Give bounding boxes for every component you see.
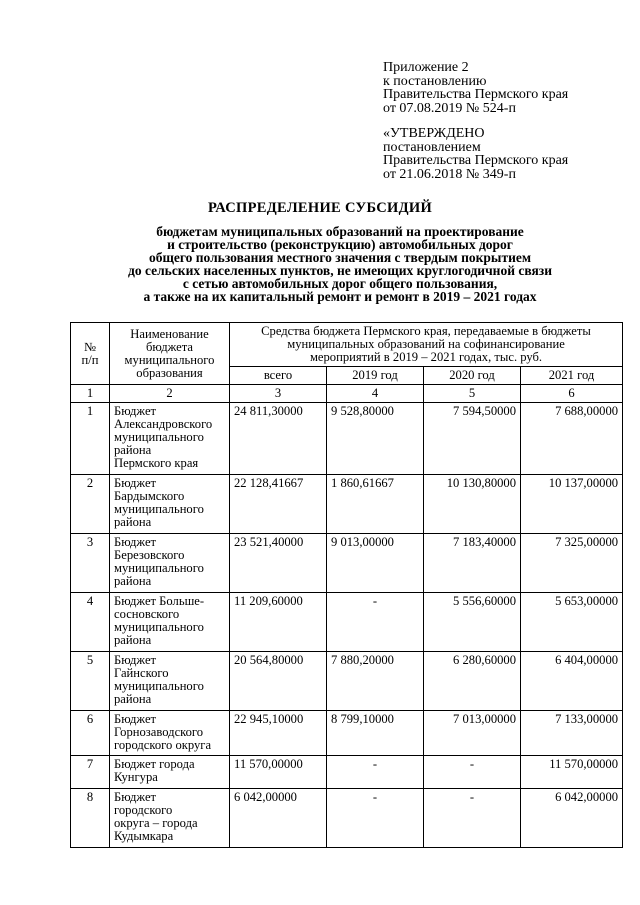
row-num: 2 (71, 475, 110, 534)
row-2020: 5 556,60000 (424, 593, 521, 652)
row-total: 11 209,60000 (230, 593, 327, 652)
row-2021: 5 653,00000 (521, 593, 623, 652)
row-name: Бюджет городского округа – города Кудымкара (110, 789, 230, 848)
table-row (71, 711, 623, 756)
approval-stamp-text: «УТВЕРЖДЕНО постановлением Правительства Пермского края от 21.06.2018 № 349-п (383, 126, 569, 182)
row-num: 5 (71, 652, 110, 711)
row-name: Бюджет города Кунгура (110, 756, 230, 789)
row-num: 8 (71, 789, 110, 848)
row-2021: 7 688,00000 (521, 403, 623, 475)
column-number: 4 (327, 385, 424, 403)
header-name: Наименование бюджета муниципального образования (110, 323, 230, 385)
row-2019: - (327, 756, 424, 789)
row-2020: 6 280,60000 (424, 652, 521, 711)
row-2020: 7 013,00000 (424, 711, 521, 756)
row-2021: 6 042,00000 (521, 789, 623, 848)
row-num: 6 (71, 711, 110, 756)
row-total: 24 811,30000 (230, 403, 327, 475)
row-2019: 8 799,10000 (327, 711, 424, 756)
row-2020: 10 130,80000 (424, 475, 521, 534)
row-total: 22 128,41667 (230, 475, 327, 534)
row-2021: 11 570,00000 (521, 756, 623, 789)
row-2020: 7 594,50000 (424, 403, 521, 475)
table-row (71, 593, 623, 652)
table-row (71, 475, 623, 534)
row-2021: 6 404,00000 (521, 652, 623, 711)
row-num: 1 (71, 403, 110, 475)
header-row (71, 323, 623, 367)
row-2019: - (327, 789, 424, 848)
table-row (71, 756, 623, 789)
row-total: 23 521,40000 (230, 534, 327, 593)
row-2019: 9 013,00000 (327, 534, 424, 593)
row-2020: 7 183,40000 (424, 534, 521, 593)
header-2019: 2019 год (327, 367, 424, 385)
appendix-note: Приложение 2 к постановлению Правительства Пермского края от 07.08.2019 № 524-п (383, 60, 569, 116)
row-name: Бюджет Березовского муниципального района (110, 534, 230, 593)
row-2019: 7 880,20000 (327, 652, 424, 711)
row-total: 6 042,00000 (230, 789, 327, 848)
header-funds: Средства бюджета Пермского края, передаваемые в бюджеты муниципальных образований на софинансирование мероприятий в 2019 – 2021 годах, тыс. руб. (230, 323, 623, 367)
table-row (71, 534, 623, 593)
column-number-row (71, 385, 623, 403)
column-number: 6 (521, 385, 623, 403)
row-2020: - (424, 789, 521, 848)
row-2019: 9 528,80000 (327, 403, 424, 475)
row-name: Бюджет Больше- сосновского муниципального района (110, 593, 230, 652)
row-num: 4 (71, 593, 110, 652)
row-name: Бюджет Горнозаводского городского округа (110, 711, 230, 756)
subsidy-table (70, 322, 623, 848)
row-num: 3 (71, 534, 110, 593)
header-2021: 2021 год (521, 367, 623, 385)
table-row (71, 652, 623, 711)
column-number: 5 (424, 385, 521, 403)
document-title: РАСПРЕДЕЛЕНИЕ СУБСИДИЙ (207, 200, 433, 216)
column-number: 3 (230, 385, 327, 403)
table-row (71, 403, 623, 475)
column-number: 2 (110, 385, 230, 403)
row-2021: 7 325,00000 (521, 534, 623, 593)
row-2020: - (424, 756, 521, 789)
document-subtitle: бюджетам муниципальных образований на проектирование и строительство (реконструкцию) автомобильных дорог общего пользования местного значения с твердым покрытием до сельских населенных пунктов, не имеющих круглогодичной связи с сетью автомобильных дорог общего пользования, а также на их капитальный ремонт и ремонт в 2019 – 2021 годах (128, 224, 552, 305)
header-total: всего (230, 367, 327, 385)
row-num: 7 (71, 756, 110, 789)
table-row (71, 789, 623, 848)
row-2021: 7 133,00000 (521, 711, 623, 756)
row-name: Бюджет Бардымского муниципального района (110, 475, 230, 534)
row-name: Бюджет Александровского муниципального района Пермского края (110, 403, 230, 475)
header-num: № п/п (71, 323, 110, 385)
row-2019: - (327, 593, 424, 652)
row-total: 22 945,10000 (230, 711, 327, 756)
header-2020: 2020 год (424, 367, 521, 385)
row-total: 11 570,00000 (230, 756, 327, 789)
row-2019: 1 860,61667 (327, 475, 424, 534)
column-number: 1 (71, 385, 110, 403)
row-name: Бюджет Гайнского муниципального района (110, 652, 230, 711)
row-total: 20 564,80000 (230, 652, 327, 711)
row-2021: 10 137,00000 (521, 475, 623, 534)
